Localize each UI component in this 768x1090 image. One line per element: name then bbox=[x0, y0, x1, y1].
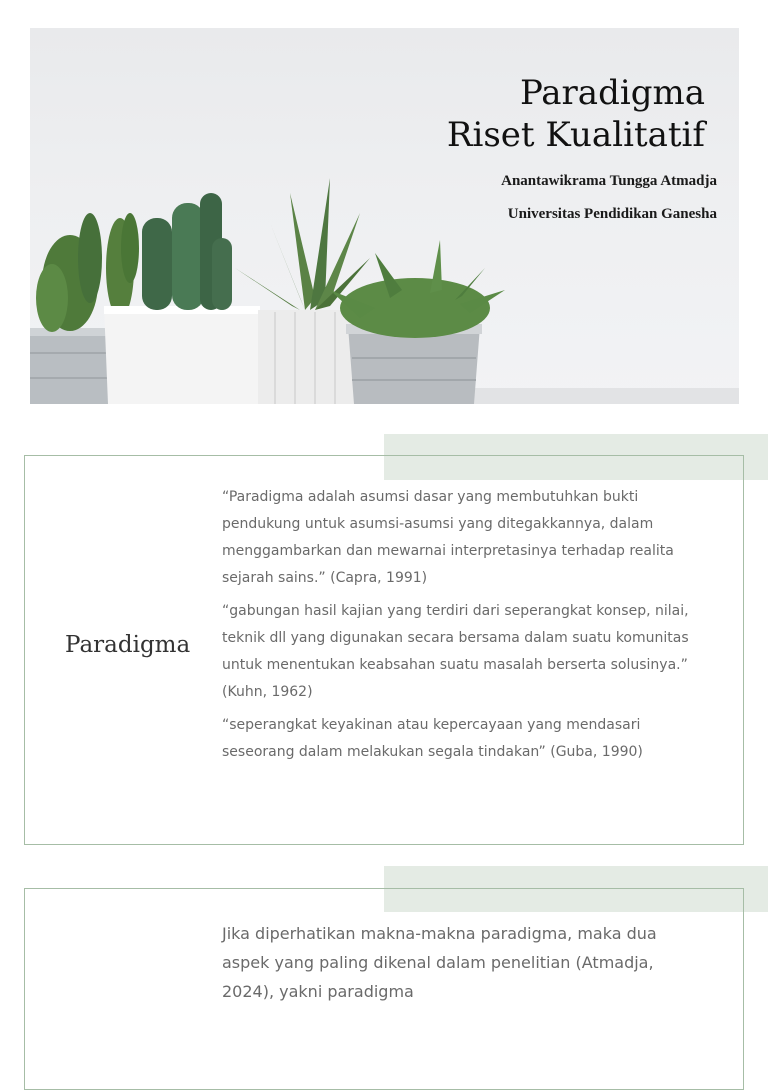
author-name: Anantawikrama Tungga Atmadja bbox=[501, 173, 717, 189]
paradigma-slide bbox=[24, 455, 744, 845]
slide-heading: Paradigma bbox=[65, 632, 191, 658]
title-slide bbox=[30, 28, 739, 404]
aspects-slide bbox=[24, 888, 744, 1090]
quote-guba: “seperangkat keyakinan atau kepercayaan yang mendasari seseorang dalam melakukan segala tindakan” (Guba, 1990) bbox=[222, 717, 643, 760]
presentation-title: Paradigma Riset Kualitatif bbox=[446, 73, 705, 155]
quote-kuhn: “gabungan hasil kajian yang terdiri dari seperangkat konsep, nilai, teknik dll yang digunakan secara bersama dalam suatu komunitas untuk menentukan keabsahan suatu masalah berserta solusinya.” (Kuhn, 1962) bbox=[222, 603, 689, 700]
intro-paragraph: Jika diperhatikan makna-makna paradigma, maka dua aspek yang paling dikenal dalam penelitian (Atmadja, 2024), yakni paradigma bbox=[222, 924, 657, 1001]
affiliation: Universitas Pendidikan Ganesha bbox=[507, 206, 717, 222]
quote-capra: “Paradigma adalah asumsi dasar yang membutuhkan bukti pendukung untuk asumsi-asumsi yang ditegakkannya, dalam menggambarkan dan mewarnai interpretasinya terhadap realita sejarah sains.” (Capra, 1991) bbox=[222, 489, 674, 586]
